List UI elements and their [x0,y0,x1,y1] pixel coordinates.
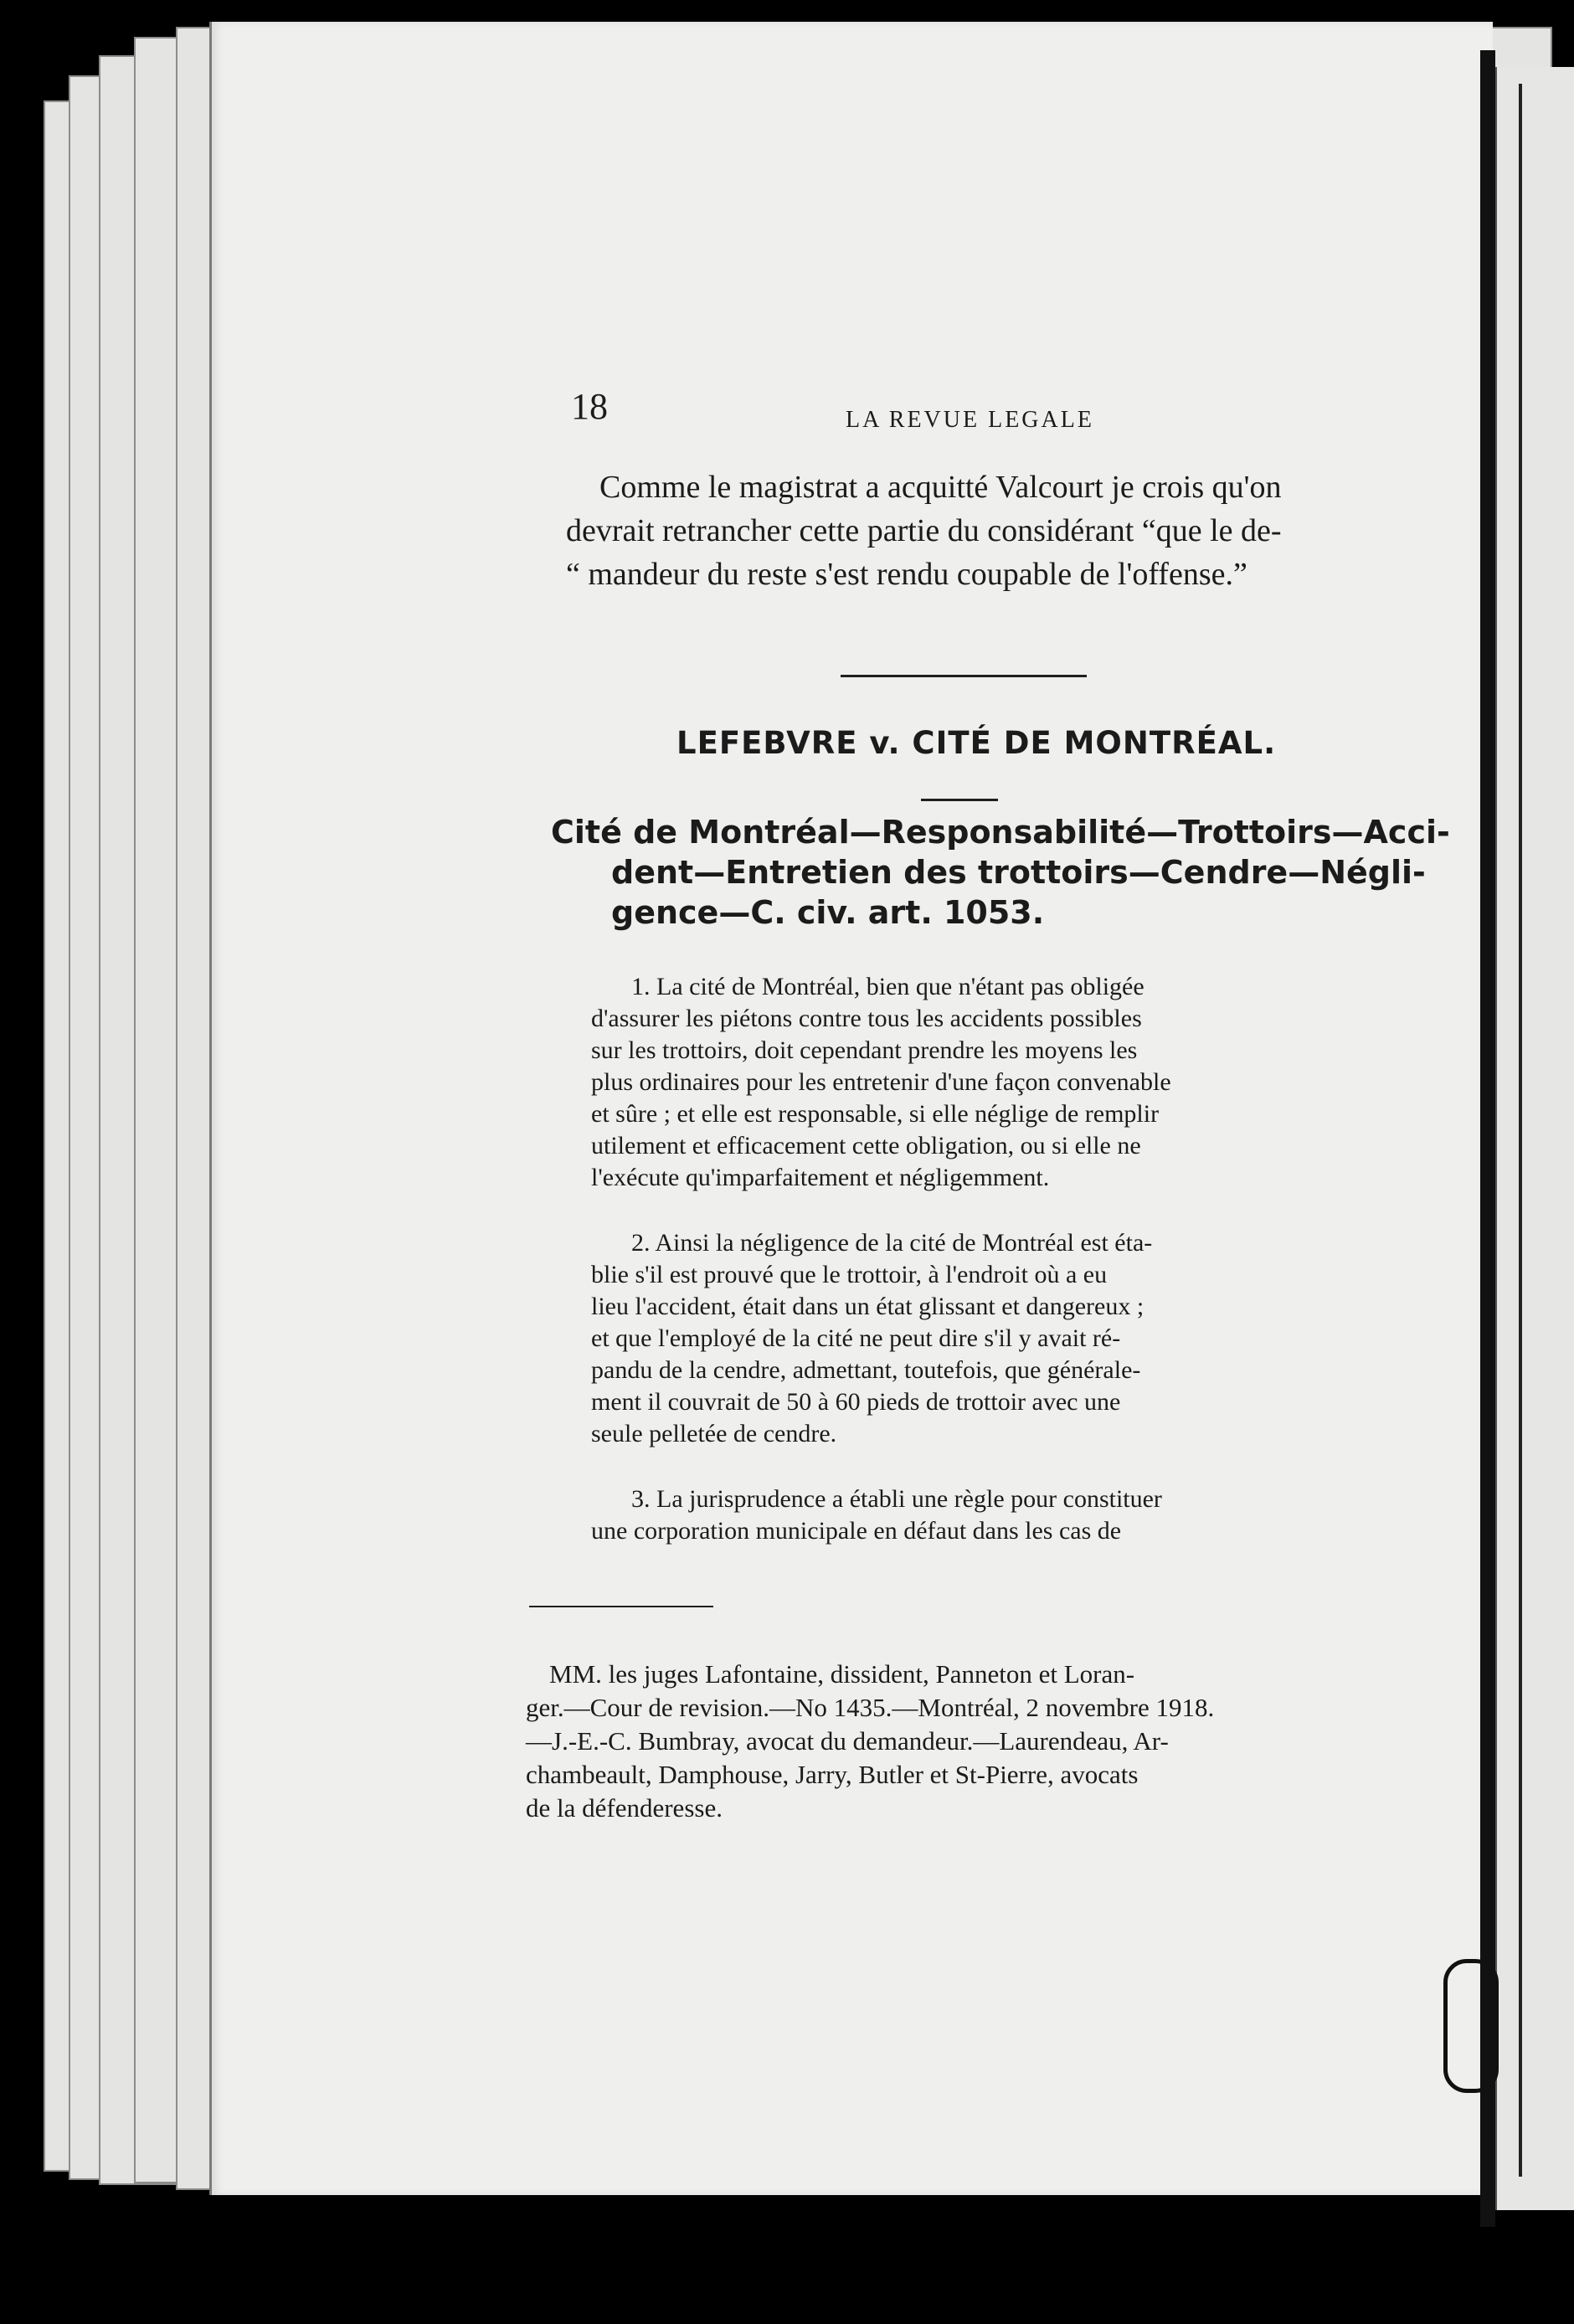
running-head: LA REVUE LEGALE [846,407,1094,433]
book-spine [1480,50,1495,2227]
text-line: seule pelletée de cendre. [591,1420,837,1447]
text-line: lieu l'accident, était dans un état glissant et dangereux ; [591,1293,1144,1320]
section-divider [841,675,1087,677]
holding-paragraph-2 [591,1227,1361,1450]
facing-page-edge [1495,67,1574,2210]
footnote-separator [529,1606,713,1607]
text-line: pandu de la cendre, admettant, toutefois, que générale- [591,1356,1141,1384]
text-line: ment il couvrait de 50 à 60 pieds de trottoir avec une [591,1388,1121,1416]
keyword-line: dent—Entretien des trottoirs—Cendre—Négli- [611,854,1426,891]
footnote [526,1658,1214,1825]
holding-paragraph-3 [591,1483,1361,1547]
text-line: “ mandeur du reste s'est rendu coupable de l'offense.” [566,557,1247,592]
text-line: Comme le magistrat a acquitté Valcourt je crois qu'on [599,470,1282,505]
case-keywords [551,812,1450,933]
text-line: blie s'il est prouvé que le trottoir, à l'endroit où a eu [591,1261,1108,1288]
footnote-line: ger.—Cour de revision.—No 1435.—Montréal, 2 novembre 1918. [526,1693,1215,1722]
footnote-line: de la défenderesse. [526,1793,723,1823]
intro-paragraph [566,465,1403,596]
case-title: LEFEBVRE v. CITÉ DE MONTRÉAL. [676,725,1277,761]
text-line: sur les trottoirs, doit cependant prendre les moyens les [591,1036,1138,1064]
text-line: et sûre ; et elle est responsable, si elle néglige de remplir [591,1100,1160,1128]
text-line: une corporation municipale en défaut dans les cas de [591,1517,1122,1545]
text-line: d'assurer les piétons contre tous les accidents possibles [591,1005,1142,1032]
text-line: devrait retrancher cette partie du considérant “que le de- [566,513,1282,548]
text-line: utilement et efficacement cette obligation, ou si elle ne [591,1132,1141,1159]
footnote-line: —J.-E.-C. Bumbray, avocat du demandeur.—Laurendeau, Ar- [526,1726,1169,1756]
text-line: plus ordinaires pour les entretenir d'une façon convenable [591,1068,1171,1096]
page-number: 18 [571,386,608,427]
footnote-line: chambeault, Damphouse, Jarry, Butler et St-Pierre, avocats [526,1760,1139,1789]
text-line: l'exécute qu'imparfaitement et négligemment. [591,1164,1050,1191]
text-line: et que l'employé de la cité ne peut dire s'il y avait ré- [591,1324,1121,1352]
text-line: 3. La jurisprudence a établi une règle pour constituer [631,1485,1162,1513]
text-line: 2. Ainsi la négligence de la cité de Montréal est éta- [631,1229,1153,1257]
holding-paragraph-1 [591,971,1361,1194]
keyword-line: Cité de Montréal—Responsabilité—Trottoirs—Acci- [551,814,1450,851]
facing-page-gutter-line [1519,84,1522,2177]
text-line: 1. La cité de Montréal, bien que n'étant pas obligée [631,973,1144,1000]
title-underline [921,799,998,801]
footnote-line: MM. les juges Lafontaine, dissident, Panneton et Loran- [549,1659,1135,1689]
keyword-line: gence—C. civ. art. 1053. [611,894,1045,931]
binding-clip [1443,1959,1499,2093]
